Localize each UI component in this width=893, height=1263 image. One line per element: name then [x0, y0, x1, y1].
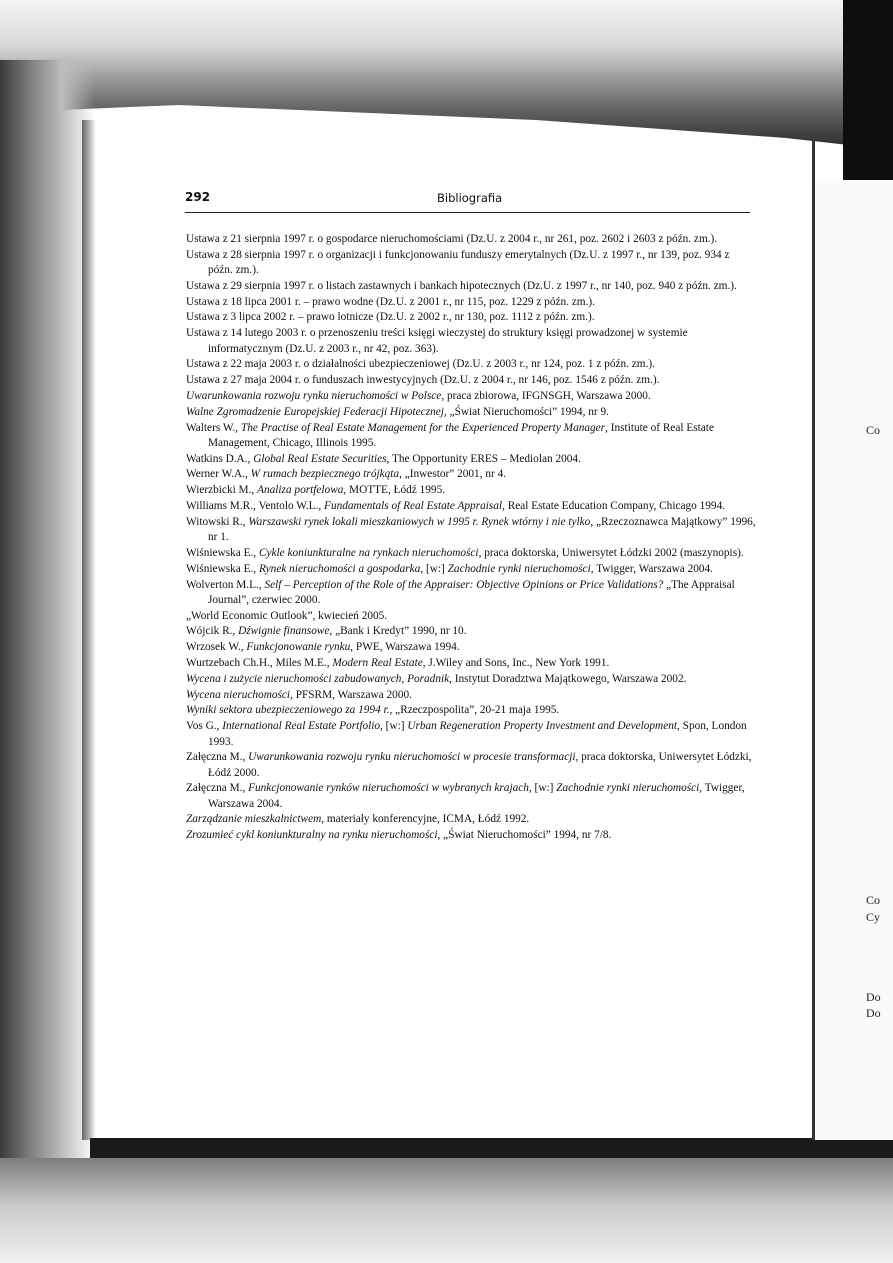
facing-page-fragment: Co: [866, 423, 881, 437]
entry-text: Wolverton M.L.,: [186, 578, 265, 591]
entry-title: Self – Perception of the Role of the Appraiser: Objective Opinions or Price Validations?: [264, 578, 664, 591]
entry-title: Zarządzanie mieszkalnictwem: [186, 813, 322, 826]
bibliography-entry: [186, 609, 756, 624]
entry-text: , Instytut Doradztwa Majątkowego, Warszawa 2002.: [449, 672, 687, 685]
entry-text: Wiśniewska E.,: [186, 562, 259, 575]
entry-text: , [w:]: [420, 562, 448, 575]
bibliography-entry: [186, 546, 756, 561]
entry-title: The Practise of Real Estate Management for the Experienced Property Manager: [240, 421, 606, 434]
bibliography-entry: [186, 656, 756, 671]
entry-title: Zrozumieć cykl koniunkturalny na rynku nieruchomości: [186, 829, 438, 842]
entry-title: Wycena nieruchomości: [186, 688, 291, 701]
entry-title: Zachodnie rynki nieruchomości: [447, 562, 591, 575]
entry-text: Wójcik R.,: [186, 625, 239, 638]
bibliography-entry: [186, 452, 756, 467]
entry-text: , „Świat Nieruchomości” 1994, nr 9.: [443, 405, 609, 418]
entry-text: Ustawa z 21 sierpnia 1997 r. o gospodarce nieruchomościami (Dz.U. z 2004 r., nr 261, poz. 2602 i 2603 z późn. zm.).: [186, 233, 718, 245]
entry-text: , „Bank i Kredyt” 1990, nr 10.: [329, 625, 467, 638]
entry-text: Wiśniewska E.,: [186, 546, 259, 559]
entry-title: Rynek nieruchomości a gospodarka: [258, 562, 421, 575]
bibliography-entry: [186, 389, 756, 404]
entry-text: , Spon, London 1993.: [208, 720, 747, 748]
scan-shadow-bottom-fade: [0, 1158, 893, 1263]
entry-text: Ustawa z 27 maja 2004 r. o funduszach inwestycyjnych (Dz.U. z 2004 r., nr 146, poz. 1546 z późn. zm.).: [186, 374, 660, 387]
entry-text: , „Rzeczpospolita”, 20-21 maja 1995.: [389, 704, 560, 717]
entry-text: , Twigger, Warszawa 2004.: [590, 562, 714, 575]
bibliography-entry: [186, 781, 756, 812]
entry-text: , J.Wiley and Sons, Inc., New York 1991.: [422, 657, 610, 670]
entry-title: Warszawski rynek lokali mieszkaniowych w 1995 r. Rynek wtórny i nie tylko: [248, 515, 591, 528]
entry-text: Wurtzebach Ch.H., Miles M.E.,: [186, 657, 333, 670]
entry-text: Walters W.,: [186, 421, 241, 434]
entry-title: Urban Regeneration Property Investment and Development: [407, 720, 678, 733]
entry-text: Wierzbicki M.,: [186, 484, 258, 497]
bibliography-entry: [186, 405, 756, 420]
entry-title: Zachodnie rynki nieruchomości: [556, 782, 700, 795]
entry-text: „World Economic Outlook”, kwiecień 2005.: [186, 609, 388, 622]
entry-title: Funkcjonowanie rynków nieruchomości w wybranych krajach: [248, 782, 529, 795]
entry-text: , Real Estate Education Company, Chicago 1994.: [502, 500, 726, 513]
entry-text: , praca doktorska, Uniwersytet Łódzki 2002 (maszynopis).: [478, 546, 744, 559]
entry-title: Modern Real Estate: [332, 657, 423, 670]
entry-text: , PFSRM, Warszawa 2000.: [290, 688, 412, 701]
bibliography-entry: [186, 703, 756, 718]
bibliography-entry: [186, 562, 756, 577]
bibliography-entry: [186, 828, 756, 843]
scan-shadow-bottom: [90, 1138, 893, 1160]
bibliography-entry: [186, 279, 756, 294]
facing-page-fragment: Do: [866, 990, 881, 1004]
entry-text: Williams M.R., Ventolo W.L.,: [186, 500, 325, 513]
entry-text: Załęczna M.,: [186, 751, 249, 764]
bibliography-entry: [186, 499, 756, 514]
bibliography-entry: [186, 232, 756, 247]
entry-text: , „Rzeczoznawca Majątkowy” 1996, nr 1.: [208, 515, 756, 544]
bibliography-entry: [186, 672, 756, 687]
entry-text: , The Opportunity ERES – Mediolan 2004.: [386, 452, 581, 465]
entry-text: , „Inwestor” 2001, nr 4.: [399, 468, 507, 481]
bibliography-entry: [186, 310, 756, 325]
bibliography-entry: [186, 812, 756, 827]
entry-text: , Twigger, Warszawa 2004.: [208, 782, 745, 810]
bibliography-entry: [186, 483, 756, 498]
scan-shadow-left: [0, 60, 95, 1263]
entry-text: , PWE, Warszawa 1994.: [350, 641, 460, 654]
bibliography-entry: [186, 750, 756, 781]
facing-page-fragment: Co: [866, 893, 881, 907]
page-number: 292: [185, 190, 211, 204]
entry-text: Vos G.,: [186, 720, 223, 733]
facing-page-fragment: Cy: [866, 910, 881, 924]
bibliography-entry: [186, 421, 756, 452]
entry-title: W rumach bezpiecznego trójkąta: [250, 468, 400, 481]
entry-text: Ustawa z 14 lutego 2003 r. o przenoszeniu treści księgi wieczystej do struktury księgi prowadzonej w systemie informatycznym (Dz.U. z 2003 r., nr 42, poz. 363).: [186, 327, 688, 355]
entry-title: Dźwignie finansowe: [238, 625, 330, 638]
entry-text: Załęczna M.,: [186, 782, 249, 795]
entry-text: Ustawa z 29 sierpnia 1997 r. o listach zastawnych i bankach hipotecznych (Dz.U. z 1997 r., nr 140, poz. 940 z późn. zm.).: [186, 279, 737, 292]
entry-title: Cykle koniunkturalne na rynkach nieruchomości: [258, 546, 479, 559]
facing-page-fragment: Do: [866, 1006, 881, 1020]
bibliography-entry: [186, 373, 756, 388]
entry-text: Werner W.A.,: [186, 468, 251, 481]
entry-text: Ustawa z 3 lipca 2002 r. – prawo lotnicze (Dz.U. z 2002 r., nr 130, poz. 1112 z późn. zm.).: [186, 311, 595, 324]
entry-text: , materiały konferencyjne, ICMA, Łódź 1992.: [321, 813, 530, 826]
entry-title: Walne Zgromadzenie Europejskiej Federacji Hipotecznej: [186, 405, 444, 418]
entry-title: Fundamentals of Real Estate Appraisal: [324, 500, 503, 513]
entry-title: Analiza portfelowa: [257, 484, 344, 497]
entry-text: Watkins D.A.,: [186, 452, 254, 465]
facing-page-strip: [815, 180, 893, 1140]
bibliography-entry: [186, 624, 756, 639]
entry-text: „The Appraisal Journal”, czerwiec 2000.: [208, 578, 735, 606]
bibliography-entry: [186, 326, 756, 357]
bibliography-entry: [186, 515, 756, 546]
entry-title: Wyniki sektora ubezpieczeniowego za 1994 r.: [186, 704, 390, 717]
bibliography-entry: [186, 357, 756, 372]
bibliography-entry: [186, 467, 756, 482]
entry-text: , praca zbiorowa, IFGNSGH, Warszawa 2000.: [441, 389, 651, 402]
entry-text: Wrzosek W.,: [186, 641, 247, 654]
entry-title: Global Real Estate Securities: [253, 452, 387, 465]
running-head: Bibliografia: [437, 191, 503, 205]
bibliography-entry: [186, 295, 756, 310]
entry-text: Ustawa z 28 sierpnia 1997 r. o organizacji i funkcjonowaniu funduszy emerytalnych (Dz.U. z 1997 r., nr 139, poz. 934 z późn. zm.).: [186, 248, 730, 277]
page-header: [185, 190, 750, 213]
entry-text: , Institute of Real Estate Management, Chicago, Illinois 1995.: [208, 421, 714, 449]
bibliography-entry: [186, 719, 756, 750]
entry-text: , MOTTE, Łódź 1995.: [343, 484, 446, 497]
entry-text: Ustawa z 22 maja 2003 r. o działalności ubezpieczeniowej (Dz.U. z 2003 r., nr 124, poz. 1 z późn. zm.).: [186, 358, 655, 371]
entry-title: International Real Estate Portfolio: [222, 720, 381, 733]
bibliography-entry: [186, 578, 756, 609]
entry-title: Uwarunkowania rozwoju rynku nieruchomości w procesie transformacji: [248, 751, 576, 764]
bibliography-entry: [186, 640, 756, 655]
entry-title: Wycena i zużycie nieruchomości zabudowanych, Poradnik: [186, 672, 450, 685]
entry-text: , „Świat Nieruchomości” 1994, nr 7/8.: [437, 829, 612, 842]
entry-text: , [w:]: [380, 720, 408, 733]
entry-text: , [w:]: [528, 782, 557, 795]
bibliography-entry: [186, 248, 756, 279]
scan-shadow-top-right: [843, 0, 893, 200]
entry-title: Funkcjonowanie rynku: [246, 641, 351, 654]
bibliography-list: [186, 232, 756, 844]
page-left-edge: [82, 120, 96, 1140]
entry-text: , praca doktorska, Uniwersytet Łódzki, Łódź 2000.: [208, 751, 752, 779]
scan-shadow-top: [0, 0, 893, 150]
entry-title: Uwarunkowania rozwoju rynku nieruchomości w Polsce: [186, 389, 442, 402]
bibliography-entry: [186, 688, 756, 703]
entry-text: Ustawa z 18 lipca 2001 r. – prawo wodne (Dz.U. z 2001 r., nr 115, poz. 1229 z późn. zm.).: [186, 295, 595, 308]
entry-text: Witowski R.,: [186, 515, 249, 528]
